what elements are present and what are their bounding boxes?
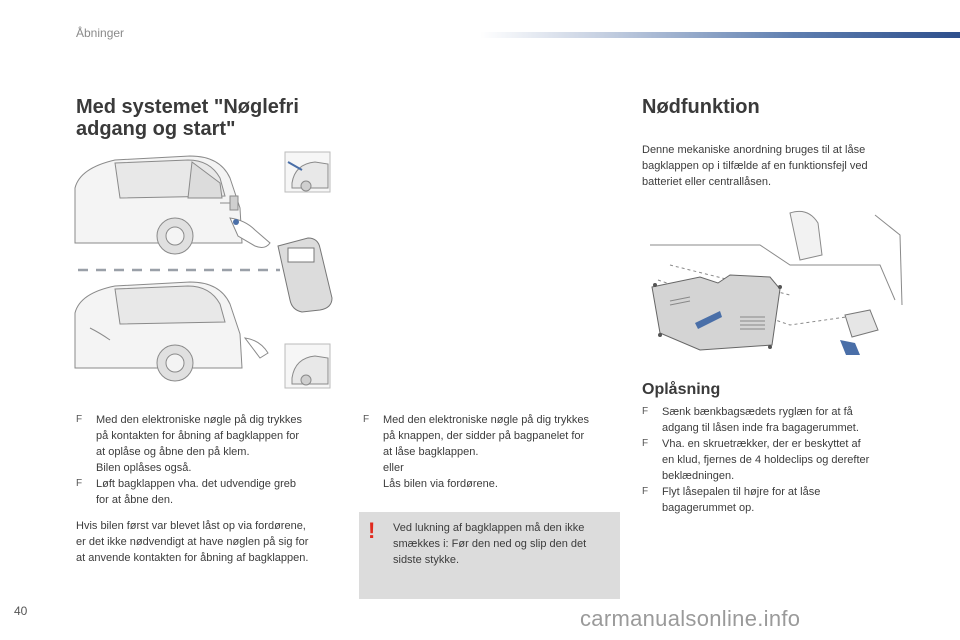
bullet-mark: F xyxy=(76,414,83,425)
bullet-mark: F xyxy=(76,478,83,489)
latch-drawing xyxy=(840,310,878,355)
warning-text: Ved lukning af bagklappen må den ikke smækkes i: Før den ned og slip den det sidste stykke. xyxy=(393,522,587,566)
trim-panel-drawing xyxy=(652,275,780,350)
bullet-item: F Sænk bænkbagsædets ryglæn for at få adgang til låsen inde fra bagagerummet. xyxy=(642,406,859,434)
bullet-item: F Med den elektroniske nøgle på dig trykkes på kontakten for åbning af bagklappen for at oplåse og åbne den på klem. Bilen oplåses også. xyxy=(76,414,303,474)
right-title: Nødfunktion xyxy=(642,96,760,118)
right-subtitle: Oplåsning xyxy=(642,381,721,398)
thumb-top xyxy=(285,152,330,192)
header-bar xyxy=(480,32,960,38)
bullet-mark: F xyxy=(642,486,649,497)
page-number: 40 xyxy=(14,604,28,618)
left-col1-bullets xyxy=(76,412,346,508)
bullet-item: F Vha. en skruetrækker, der er beskyttet af en klud, fjernes de 4 holdeclips og derefter beklædningen. xyxy=(642,438,870,482)
bullet-mark: F xyxy=(642,438,649,449)
bullet-mark: F xyxy=(642,406,649,417)
watermark: carmanualsonline.info xyxy=(580,606,801,631)
upper-car-drawing xyxy=(75,156,242,254)
bullet-item: F Med den elektroniske nøgle på dig trykkes på knappen, der sidder på bagpanelet for at låse bagklappen. eller Lås bilen via fordørene. xyxy=(363,414,590,490)
section-label: Åbninger xyxy=(76,26,125,40)
bullet-item: F Løft bagklappen vha. det udvendige greb for at åbne den. xyxy=(76,478,296,506)
bullet-mark: F xyxy=(363,414,370,425)
trunk-illustration xyxy=(640,205,905,365)
left-col2-bullets xyxy=(363,412,623,492)
arrow-icon xyxy=(840,340,860,355)
warning-icon: ! xyxy=(368,518,376,543)
key-fob-drawing xyxy=(278,238,332,312)
right-bullets xyxy=(642,404,922,516)
thumb-bottom xyxy=(285,344,330,388)
car-rear-illustration xyxy=(70,148,340,398)
left-note: Hvis bilen først var blevet låst op via fordørene, er det ikke nødvendigt at have nøglen på sig for at anvende kontakten for åbning af bagklappen. xyxy=(76,520,309,564)
right-intro: Denne mekaniske anordning bruges til at låse bagklappen op i tilfælde af en funktionsfejl ved batteriet eller centrallåsen. xyxy=(642,144,868,188)
left-title: Med systemet "Nøglefri adgang og start" xyxy=(76,96,299,140)
bullet-item: F Flyt låsepalen til højre for at låse bagagerummet op. xyxy=(642,486,821,514)
